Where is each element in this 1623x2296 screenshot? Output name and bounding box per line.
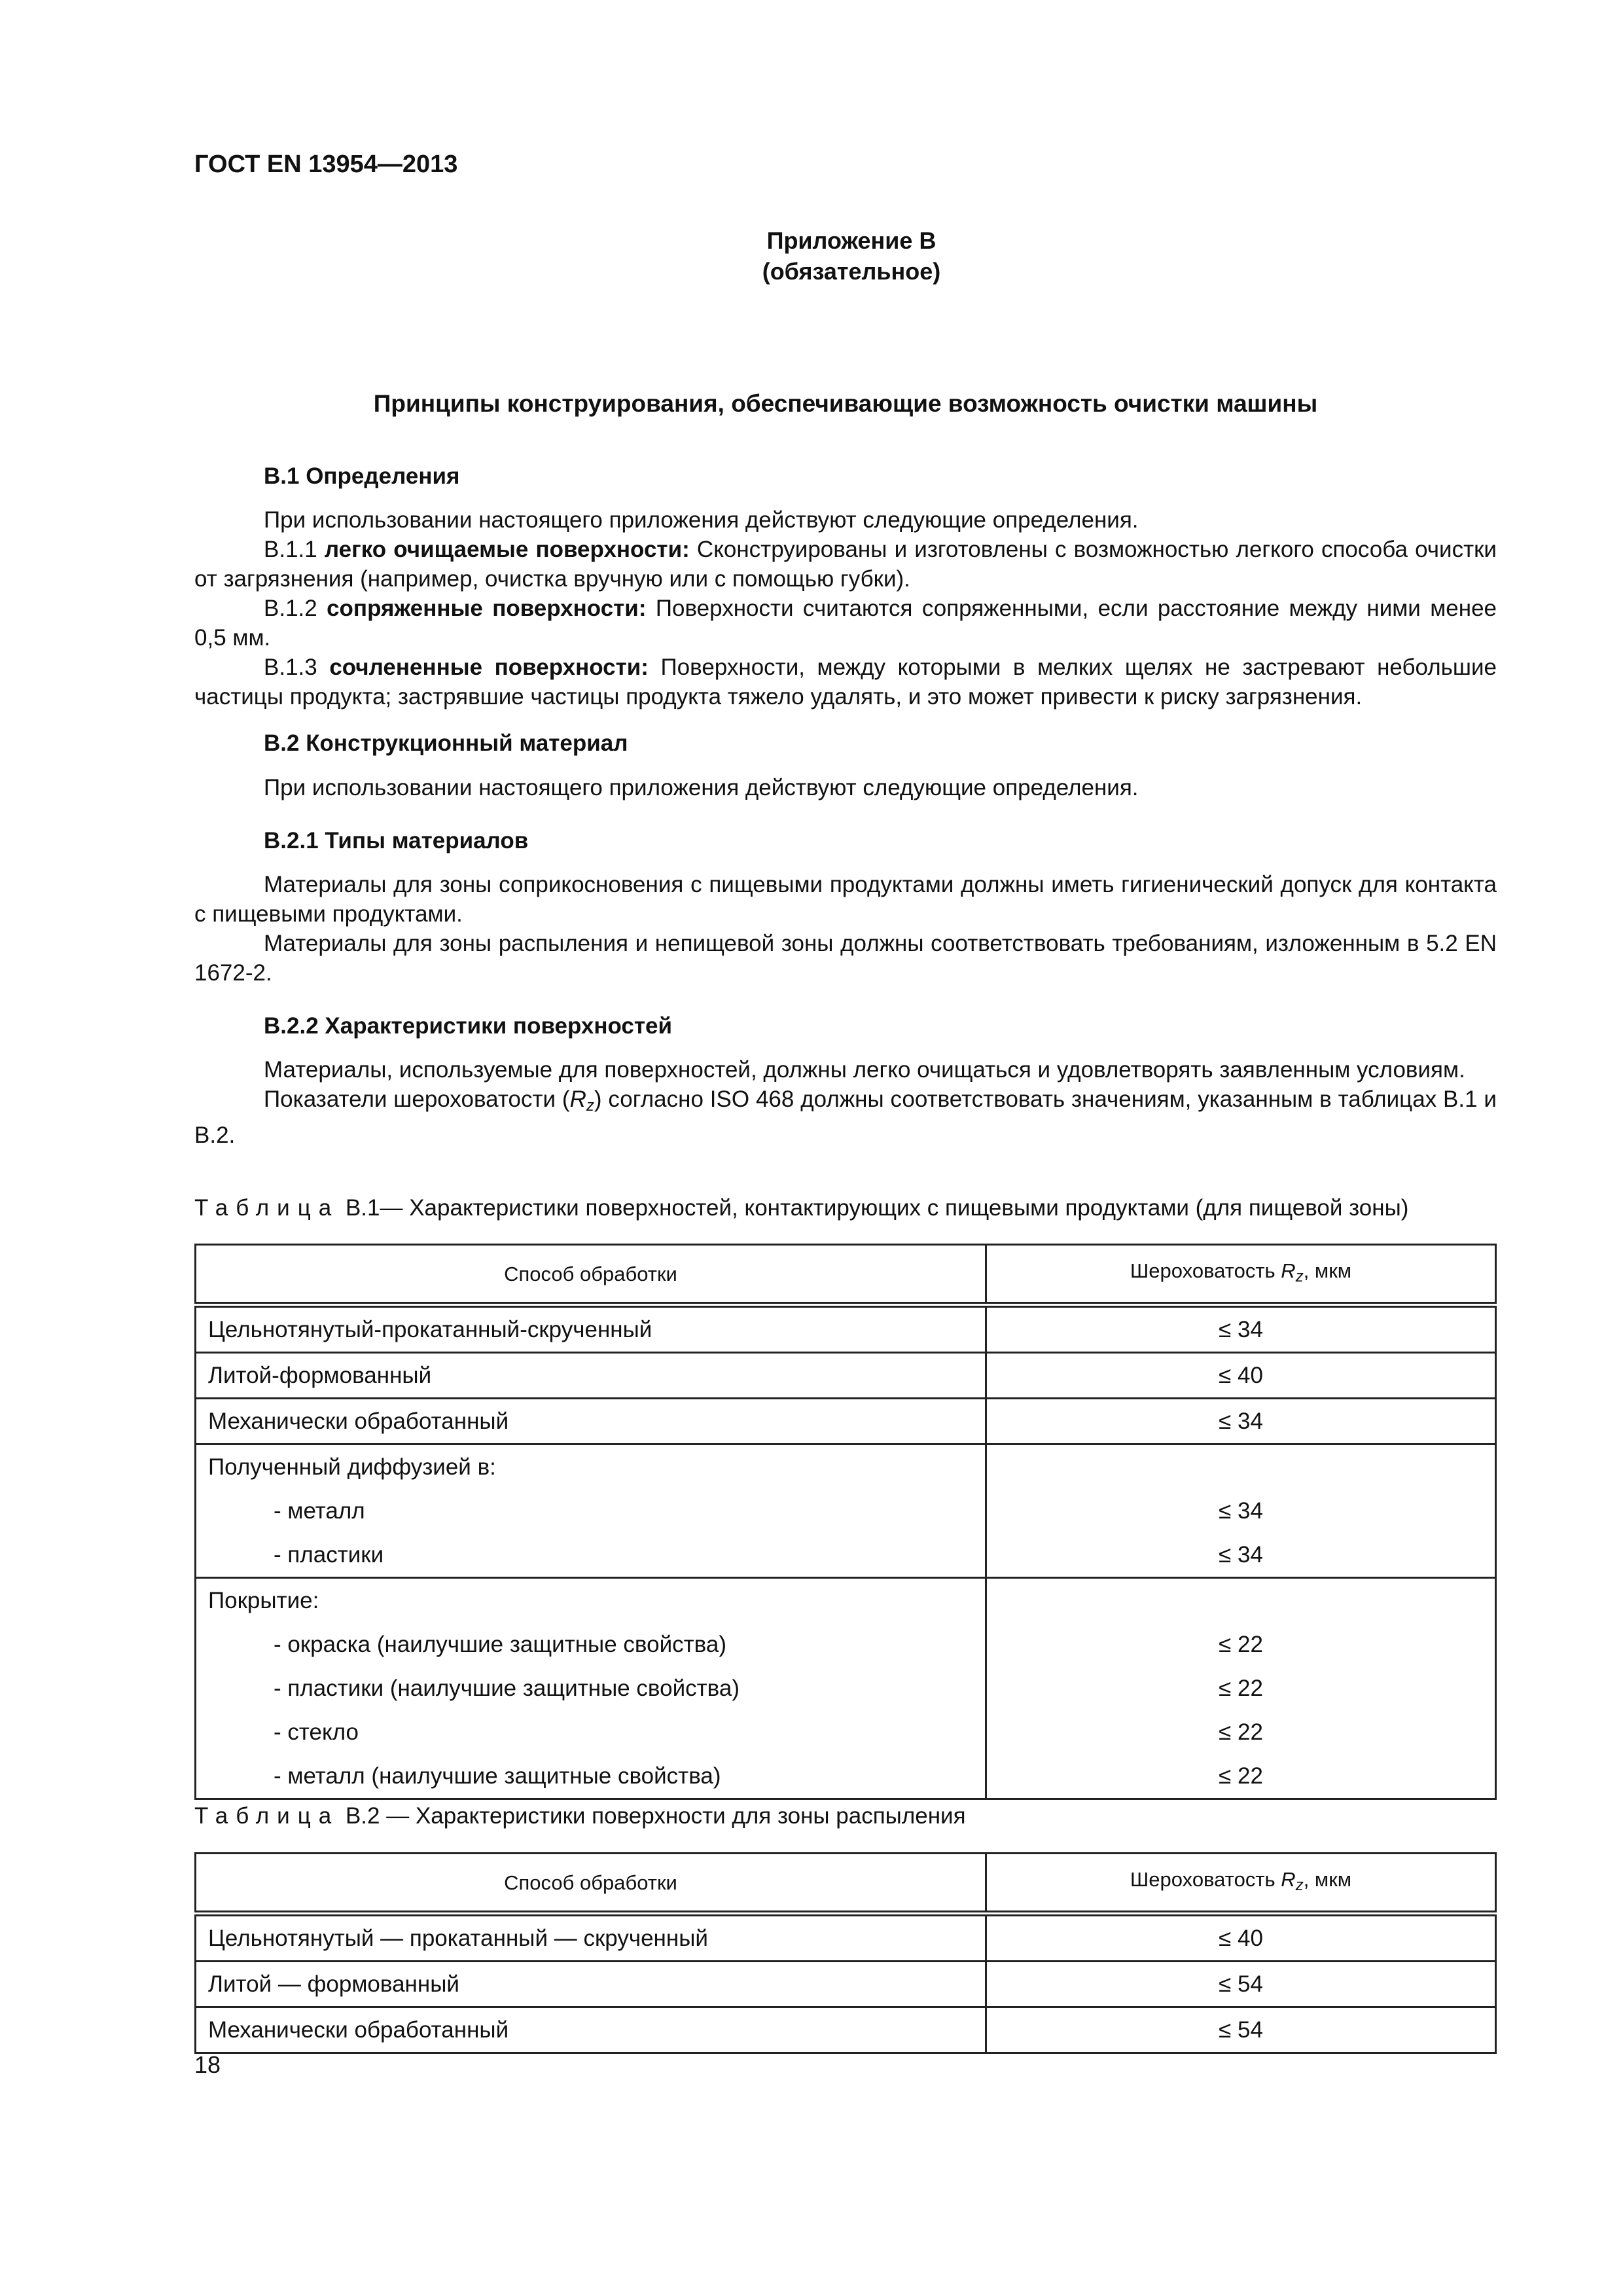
row-sub-method: - металл [274, 1498, 365, 1524]
annex-status: (обязательное) [762, 258, 941, 285]
section-b22-paragraph-2-end: ) согласно ISO 468 должны соответствовать значениям, указанным в таблицах В.1 и В.2. [194, 1086, 1497, 1148]
section-b21 [194, 826, 1497, 855]
table-b2-col-roughness-unit: , мкм [1303, 1868, 1352, 1891]
table-row [196, 1305, 1496, 1353]
section-b2-heading: В.2 Конструкционный материал [264, 730, 628, 756]
row-value-text: ≤ 54 [1219, 2017, 1263, 2043]
section-b22-paragraph-1: Материалы, используемые для поверхностей, должны легко очищаться и удовлетворять заявленным условиям. [264, 1057, 1465, 1083]
row-sub-value: ≤ 22 [1219, 1763, 1263, 1789]
roughness-symbol-r: R [569, 1086, 586, 1112]
table-b2-col-roughness [986, 1854, 1496, 1914]
table-cell-method [196, 1914, 986, 1962]
row-value-text: ≤ 40 [1219, 1926, 1263, 1951]
row-group-blank [999, 1445, 1483, 1489]
document-header: ГОСТ EN 13954—2013 [194, 151, 458, 178]
table-b1-header-row [196, 1245, 1496, 1305]
table-b1-col-roughness-symbol [1281, 1259, 1304, 1285]
section-b22-paragraph-2 [194, 1085, 1497, 1150]
section-b1-body [194, 505, 1497, 711]
table-b1-col-roughness-z: z [1295, 1268, 1304, 1285]
definition-b13-number: В.1.3 [264, 655, 330, 680]
table-b1-col-roughness [986, 1245, 1496, 1305]
table-cell-method [196, 1305, 986, 1353]
table-b2-title: В.2 — Характеристики поверхности для зоны распыления [339, 1803, 966, 1829]
row-sub-value: ≤ 34 [1219, 1542, 1263, 1568]
definition-b11-number: В.1.1 [264, 537, 325, 562]
section-b22-body [194, 1055, 1497, 1150]
table-cell-value [986, 1305, 1496, 1353]
row-value-text: ≤ 54 [1219, 1971, 1263, 1997]
table-b2-caption [194, 1801, 1497, 1831]
table-cell-value [986, 1399, 1496, 1444]
row-sub-method: - стекло [274, 1719, 359, 1745]
table-b1-caption [194, 1193, 1497, 1223]
row-method-text: Литой — формованный [208, 1971, 459, 1997]
row-group-blank [999, 1579, 1483, 1623]
table-row [196, 2007, 1496, 2053]
table-b1 [194, 1244, 1497, 1800]
row-method-text: Цельнотянутый-прокатанный-скрученный [208, 1317, 652, 1342]
annex-main-title: Принципы конструирования, обеспечивающие возможность очистки машины [373, 390, 1318, 417]
table-cell-value [986, 1914, 1496, 1962]
row-value-text: ≤ 34 [1219, 1317, 1263, 1342]
row-group-title: Полученный диффузией в: [208, 1454, 496, 1480]
row-group-title: Покрытие: [208, 1588, 319, 1613]
table-row [196, 1962, 1496, 2007]
definition-b13-text: Поверхности, между которыми в мелких щелях не застревают небольшие частицы продукта; застрявшие частицы продукта тяжело удалять, и это может привести к риску загрязнения. [194, 655, 1497, 709]
annex-heading [0, 225, 1623, 287]
table-b2-col-roughness-label: Шероховатость [1130, 1868, 1281, 1891]
row-sub-method: - пластики (наилучшие защитные свойства) [274, 1676, 740, 1701]
row-sub-value: ≤ 34 [1219, 1498, 1263, 1524]
row-sub-value: ≤ 22 [1219, 1676, 1263, 1701]
table-row [196, 1353, 1496, 1399]
section-b2-body [194, 773, 1497, 802]
table-row [196, 1399, 1496, 1444]
section-b21-heading: В.2.1 Типы материалов [264, 828, 529, 853]
row-sub-value: ≤ 22 [1219, 1719, 1263, 1745]
table-cell-value [986, 1962, 1496, 2007]
definition-b13 [194, 653, 1497, 711]
definition-b12 [194, 594, 1497, 653]
row-value-text: ≤ 34 [1219, 1408, 1263, 1434]
table-cell-method [196, 2007, 986, 2053]
row-sub-method: - окраска (наилучшие защитные свойства) [274, 1632, 726, 1657]
table-b2-label: Таблица [194, 1803, 340, 1829]
section-b2-intro: При использовании настоящего приложения действуют следующие определения. [264, 775, 1139, 800]
definition-b11 [194, 535, 1497, 594]
section-b21-paragraph-1: Материалы для зоны соприкосновения с пищевыми продуктами должны иметь гигиенический допуск для контакта с пищевыми продуктами. [194, 872, 1497, 927]
row-method-text: Механически обработанный [208, 2017, 509, 2043]
table-b2-header-row [196, 1854, 1496, 1914]
table-cell-value [986, 2007, 1496, 2053]
table-b1-label: Таблица [194, 1195, 340, 1221]
section-b21-body [194, 870, 1497, 988]
table-cell-value [986, 1353, 1496, 1399]
table-b2-col-roughness-z: z [1295, 1876, 1304, 1894]
table-b1-col-roughness-r: R [1281, 1259, 1296, 1282]
table-b1-title: В.1— Характеристики поверхностей, контактирующих с пищевыми продуктами (для пищевой зоны) [339, 1195, 1409, 1221]
section-b22 [194, 1011, 1497, 1041]
table-cell-method [196, 1962, 986, 2007]
roughness-symbol [569, 1086, 594, 1115]
row-sub-method: - пластики [274, 1542, 384, 1568]
section-b22-heading: В.2.2 Характеристики поверхностей [264, 1013, 673, 1039]
section-b2 [194, 728, 1497, 758]
table-b1-col-roughness-label: Шероховатость [1130, 1259, 1281, 1282]
roughness-symbol-z: z [586, 1097, 594, 1115]
definition-b12-term: сопряженные поверхности: [327, 596, 647, 621]
annex-title: Приложение В [766, 227, 936, 254]
table-row [196, 1914, 1496, 1962]
section-b1-intro: При использовании настоящего приложения действуют следующие определения. [264, 507, 1139, 533]
table-row-group [196, 1444, 1496, 1578]
row-value-text: ≤ 40 [1219, 1363, 1263, 1388]
row-method-text: Цельнотянутый — прокатанный — скрученный [208, 1926, 708, 1951]
table-cell-method [196, 1399, 986, 1444]
definition-b12-number: В.1.2 [264, 596, 327, 621]
table-b1-col-roughness-unit: , мкм [1303, 1259, 1352, 1282]
row-sub-method: - металл (наилучшие защитные свойства) [274, 1763, 721, 1789]
table-b2-col-roughness-r: R [1281, 1868, 1296, 1891]
table-row-group [196, 1578, 1496, 1799]
row-sub-value: ≤ 22 [1219, 1632, 1263, 1657]
section-b1-heading: В.1 Определения [264, 463, 460, 489]
row-method-text: Литой-формованный [208, 1363, 432, 1388]
table-b2-col-roughness-symbol [1281, 1868, 1304, 1894]
row-method-text: Механически обработанный [208, 1408, 509, 1434]
definition-b11-term: легко очищаемые поверхности: [324, 537, 690, 562]
table-b1-col-method: Способ обработки [196, 1245, 986, 1305]
table-b2-col-method: Способ обработки [196, 1854, 986, 1914]
definition-b12-text: Поверхности считаются сопряженными, если расстояние между ними менее 0,5 мм. [194, 596, 1497, 651]
table-cell-value [986, 1578, 1496, 1799]
definition-b13-term: сочлененные поверхности: [329, 655, 649, 680]
table-cell-method [196, 1353, 986, 1399]
section-b21-paragraph-2: Материалы для зоны распыления и непищевой зоны должны соответствовать требованиям, изложенным в 5.2 EN 1672-2. [194, 931, 1497, 986]
page-number: 18 [194, 2051, 221, 2078]
table-cell-value [986, 1444, 1496, 1578]
table-b2 [194, 1852, 1497, 2054]
section-b22-paragraph-2-start: Показатели шероховатости ( [264, 1086, 570, 1112]
definition-b11-text: Сконструированы и изготовлены с возможностью легкого способа очистки от загрязнения (например, очистка вручную или с помощью губки). [194, 537, 1497, 592]
table-cell-method [196, 1578, 986, 1799]
table-cell-method [196, 1444, 986, 1578]
section-b1 [194, 461, 1497, 491]
